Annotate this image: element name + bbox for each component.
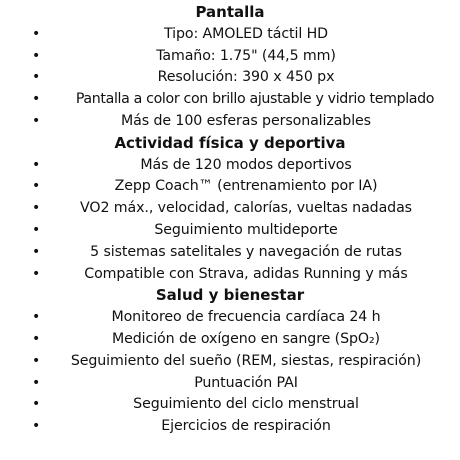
list-item <box>0 373 460 395</box>
bullet-icon: • <box>32 330 41 347</box>
list-item-text: Más de 100 esferas personalizables <box>121 112 371 129</box>
section-title-actividad: Actividad física y deportiva <box>114 133 346 152</box>
list-item-text: Tipo: AMOLED táctil HD <box>164 25 328 42</box>
bullet-icon: • <box>32 156 41 173</box>
list-item <box>0 198 460 220</box>
list-item <box>0 351 460 373</box>
list-item-text: VO2 máx., velocidad, calorías, vueltas nadadas <box>80 200 412 217</box>
bullet-icon: • <box>32 309 41 326</box>
section-title-pantalla: Pantalla <box>195 3 265 21</box>
list-item <box>0 329 460 351</box>
bullet-icon: • <box>32 396 41 413</box>
list-item <box>0 307 460 329</box>
list-item-text: Compatible con Strava, adidas Running y más <box>84 265 408 282</box>
list-item-text: Seguimiento del ciclo menstrual <box>133 396 359 413</box>
bullet-icon: • <box>32 91 41 108</box>
section-title-salud: Salud y bienestar <box>155 286 305 305</box>
bullet-icon: • <box>32 112 41 129</box>
bullet-icon: • <box>32 25 41 42</box>
bullet-icon: • <box>32 265 41 282</box>
list-item-text: Más de 120 modos deportivos <box>140 156 352 173</box>
list-item-text: Seguimiento del sueño (REM, siestas, respiración) <box>70 352 422 369</box>
list-item-text: Zepp Coach™ (entrenamiento por IA) <box>114 178 378 195</box>
list-item <box>0 220 460 242</box>
list-item <box>0 394 460 416</box>
list-item-text: Monitoreo de frecuencia cardíaca 24 h <box>111 309 381 326</box>
bullet-icon: • <box>32 200 41 217</box>
list-item <box>0 111 460 133</box>
list-item <box>0 89 460 111</box>
bullet-icon: • <box>32 69 41 86</box>
bullet-icon: • <box>32 374 41 391</box>
list-item-text: Ejercicios de respiración <box>161 418 331 435</box>
list-item <box>0 242 460 264</box>
list-item-text: Seguimiento multideporte <box>154 221 338 238</box>
list-item <box>0 155 460 177</box>
bullet-icon: • <box>32 221 41 238</box>
bullet-icon: • <box>32 178 41 195</box>
bullet-icon: • <box>32 47 41 64</box>
list-item <box>0 67 460 89</box>
list-item-text: Pantalla a color con brillo ajustable y vidrio templado <box>75 91 435 108</box>
list-item-text: Medición de oxígeno en sangre (SpO₂) <box>112 330 380 347</box>
bullet-icon: • <box>32 243 41 260</box>
bullet-icon: • <box>32 418 41 435</box>
list-item <box>0 416 460 438</box>
list-item-text: Resolución: 390 x 450 px <box>157 69 335 86</box>
list-item-text: Puntuación PAI <box>194 374 298 391</box>
list-item <box>0 46 460 68</box>
list-item <box>0 24 460 46</box>
list-item-text: Tamaño: 1.75" (44,5 mm) <box>156 47 336 64</box>
list-item-text: 5 sistemas satelitales y navegación de rutas <box>90 243 402 260</box>
list-item <box>0 264 460 286</box>
list-item <box>0 176 460 198</box>
bullet-icon: • <box>32 352 41 369</box>
